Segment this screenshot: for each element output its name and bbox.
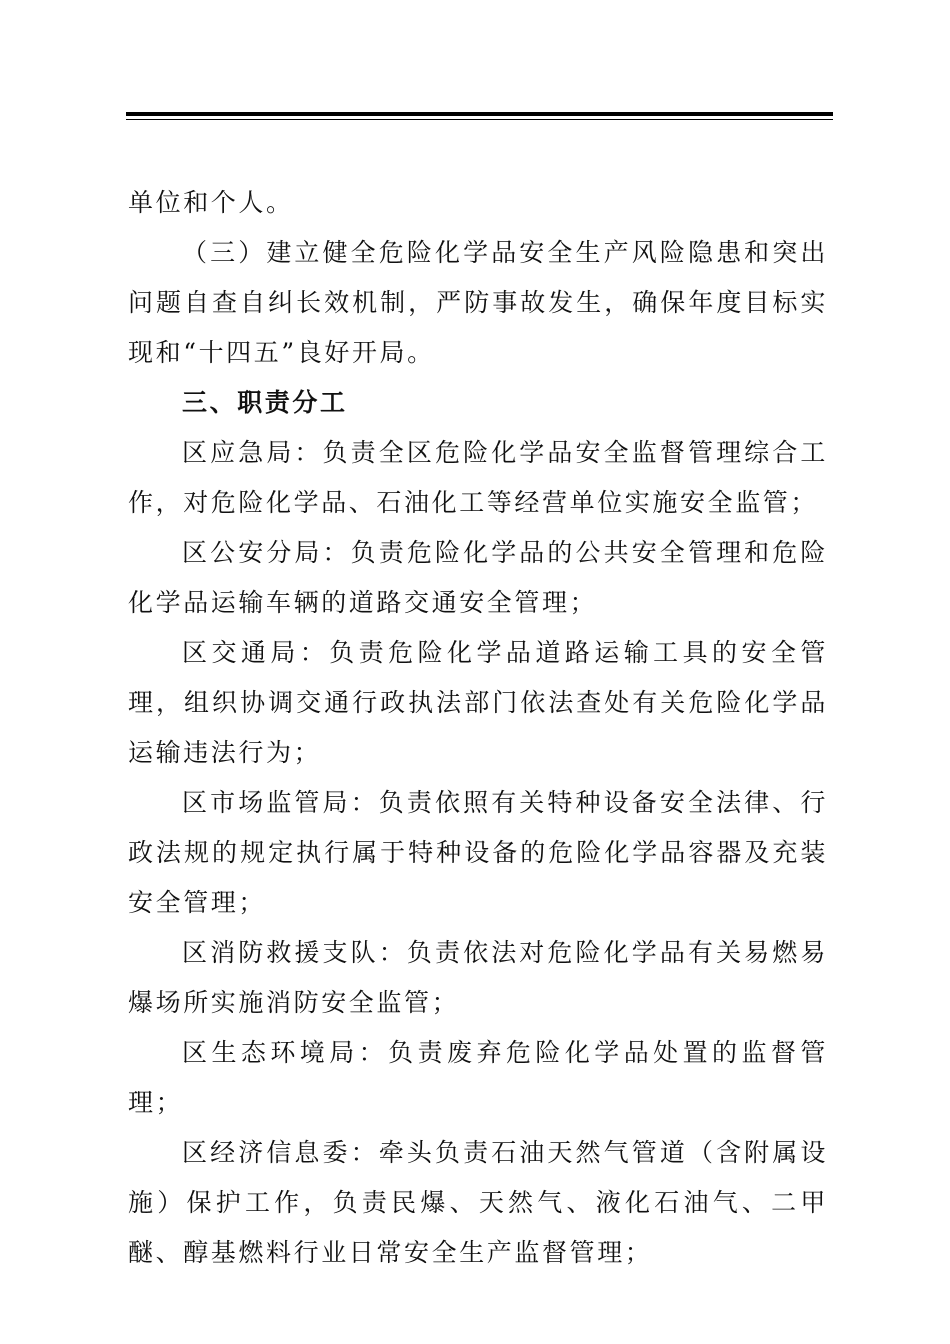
paragraph-public-security: 区公安分局：负责危险化学品的公共安全管理和危险化学品运输车辆的道路交通安全管理； (128, 538, 828, 617)
header-double-rule-thick (126, 112, 833, 116)
paragraph-market-supervision: 区市场监管局：负责依照有关特种设备安全法律、行政法规的规定执行属于特种设备的危险化学品容器及充装安全管理； (128, 788, 828, 917)
paragraph-transport-bureau: 区交通局：负责危险化学品道路运输工具的安全管理，组织协调交通行政执法部门依法查处有关危险化学品运输违法行为； (128, 638, 828, 767)
paragraph-economy-information: 区经济信息委：牵头负责石油天然气管道（含附属设施）保护工作，负责民爆、天然气、液化石油气、二甲醚、醇基燃料行业日常安全生产监督管理； (128, 1138, 828, 1267)
paragraph-continuation: 单位和个人。 (128, 188, 294, 217)
section-heading-responsibilities: 三、职责分工 (182, 388, 348, 417)
paragraph-fire-rescue: 区消防救援支队：负责依法对危险化学品有关易燃易爆场所实施消防安全监管； (128, 938, 828, 1017)
paragraph-ecology-environment: 区生态环境局：负责废弃危险化学品处置的监督管理； (128, 1038, 828, 1117)
paragraph-item-three: （三）建立健全危险化学品安全生产风险隐患和突出问题自查自纠长效机制，严防事故发生，确保年度目标实现和“十四五”良好开局。 (128, 238, 828, 367)
document-body (128, 178, 828, 1278)
header-double-rule-thin (126, 119, 833, 120)
paragraph-emergency-bureau: 区应急局：负责全区危险化学品安全监督管理综合工作，对危险化学品、石油化工等经营单位实施安全监管； (128, 438, 828, 517)
